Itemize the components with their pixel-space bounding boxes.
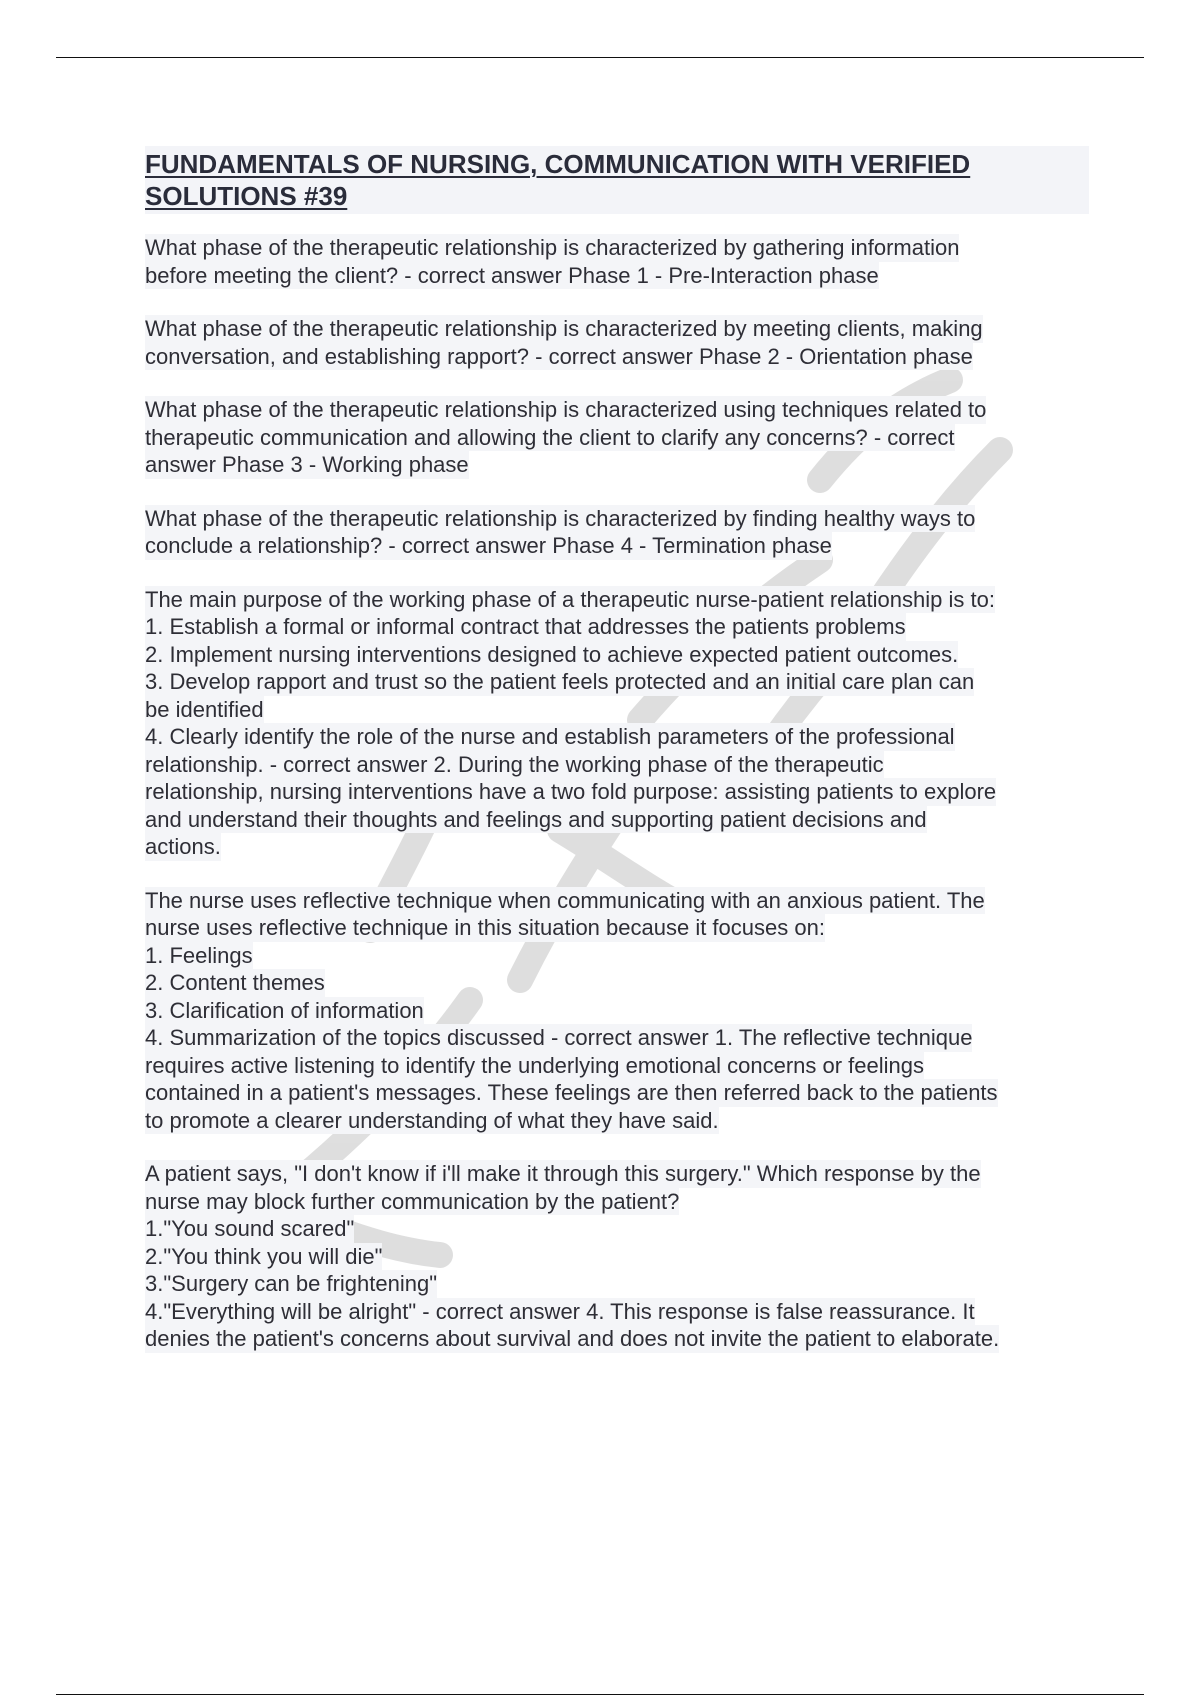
qa-line: The nurse uses reflective technique when communicating with an anxious patient. The bbox=[145, 887, 985, 913]
qa-line: 2. Implement nursing interventions designed to achieve expected patient outcomes. bbox=[145, 641, 959, 667]
qa-line: and understand their thoughts and feelings and supporting patient decisions and bbox=[145, 806, 927, 832]
qa-line: requires active listening to identify the underlying emotional concerns or feelings bbox=[145, 1052, 924, 1078]
qa-line: 1."You sound scared" bbox=[145, 1216, 355, 1241]
document-body bbox=[145, 146, 1089, 1379]
qa-line: 1. Establish a formal or informal contract that addresses the patients problems bbox=[145, 614, 906, 639]
qa-line: relationship. - correct answer 2. During the working phase of the therapeutic bbox=[145, 751, 884, 777]
qa-line: 2. Content themes bbox=[145, 970, 325, 995]
qa-line: 3. Clarification of information bbox=[145, 997, 424, 1023]
qa-line: nurse uses reflective technique in this situation because it focuses on: bbox=[145, 915, 825, 940]
qa-line: before meeting the client? - correct answer Phase 1 - Pre-Interaction phase bbox=[145, 262, 879, 288]
top-rule bbox=[56, 57, 1144, 58]
qa-line: What phase of the therapeutic relationship is characterized by finding healthy ways to bbox=[145, 505, 976, 531]
qa-block-6 bbox=[145, 887, 1089, 1135]
qa-line: nurse may block further communication by the patient? bbox=[145, 1188, 680, 1214]
qa-block-1 bbox=[145, 234, 1089, 289]
qa-block-7 bbox=[145, 1160, 1089, 1353]
qa-line: 3. Develop rapport and trust so the patient feels protected and an initial care plan can bbox=[145, 669, 975, 694]
bottom-rule bbox=[56, 1694, 1144, 1695]
qa-line: actions. bbox=[145, 834, 221, 859]
qa-line: be identified bbox=[145, 696, 264, 722]
qa-line: relationship, nursing interventions have a two fold purpose: assisting patients to explore bbox=[145, 779, 997, 804]
qa-line: 4. Clearly identify the role of the nurse and establish parameters of the professional bbox=[145, 724, 955, 749]
qa-line: What phase of the therapeutic relationship is characterized using techniques related to bbox=[145, 397, 987, 422]
qa-line: to promote a clearer understanding of what they have said. bbox=[145, 1107, 719, 1133]
qa-line: answer Phase 3 - Working phase bbox=[145, 452, 469, 477]
qa-block-4 bbox=[145, 505, 1089, 560]
qa-line: denies the patient's concerns about survival and does not invite the patient to elaborate. bbox=[145, 1326, 1000, 1351]
document-title bbox=[145, 146, 1089, 214]
qa-line: 3."Surgery can be frightening" bbox=[145, 1271, 438, 1296]
qa-line: A patient says, "I don't know if i'll make it through this surgery." Which response by the bbox=[145, 1161, 981, 1186]
title-line: FUNDAMENTALS OF NURSING, COMMUNICATION WITH VERIFIED bbox=[145, 149, 971, 179]
qa-line: 4."Everything will be alright" - correct answer 4. This response is false reassurance. It bbox=[145, 1298, 975, 1324]
qa-line: 1. Feelings bbox=[145, 942, 253, 968]
qa-line: The main purpose of the working phase of a therapeutic nurse-patient relationship is to: bbox=[145, 586, 995, 612]
qa-line: What phase of the therapeutic relationship is characterized by gathering information bbox=[145, 235, 960, 260]
qa-line: What phase of the therapeutic relationship is characterized by meeting clients, making bbox=[145, 316, 983, 341]
qa-line: 2."You think you will die" bbox=[145, 1243, 383, 1269]
qa-block-2 bbox=[145, 315, 1089, 370]
title-line: SOLUTIONS #39 bbox=[145, 181, 348, 211]
qa-line: conclude a relationship? - correct answer Phase 4 - Termination phase bbox=[145, 533, 832, 558]
qa-block-3 bbox=[145, 396, 1089, 479]
qa-block-5 bbox=[145, 586, 1089, 861]
qa-line: 4. Summarization of the topics discussed - correct answer 1. The reflective technique bbox=[145, 1025, 973, 1050]
qa-line: conversation, and establishing rapport? - correct answer Phase 2 - Orientation phase bbox=[145, 343, 973, 369]
qa-line: contained in a patient's messages. These feelings are then referred back to the patients bbox=[145, 1080, 998, 1105]
qa-line: therapeutic communication and allowing the client to clarify any concerns? - correct bbox=[145, 424, 955, 450]
